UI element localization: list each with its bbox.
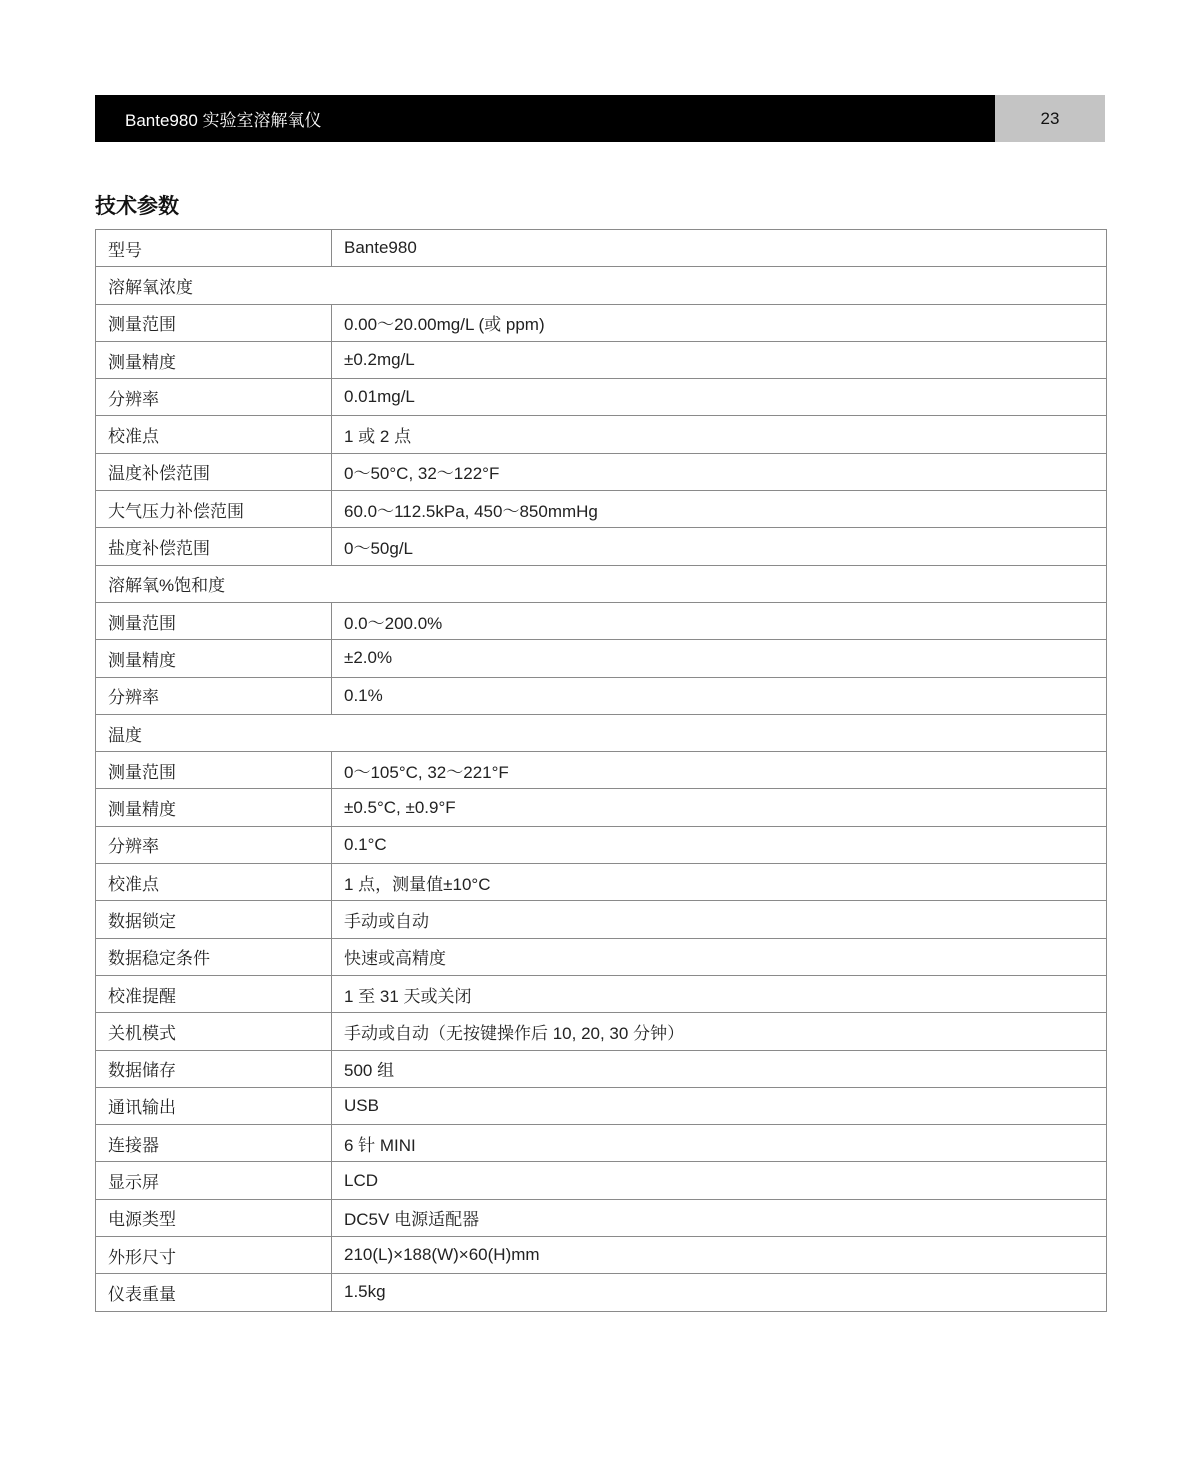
spec-label: 温度补偿范围	[96, 453, 332, 490]
page-number-box	[995, 95, 1105, 142]
spec-row	[96, 752, 1107, 789]
spec-label: 校准点	[96, 416, 332, 453]
spec-row	[96, 826, 1107, 863]
spec-label: 校准点	[96, 864, 332, 901]
spec-value: 0～105°C, 32～221°F	[332, 752, 1107, 789]
spec-label: 盐度补偿范围	[96, 528, 332, 565]
spec-label: 测量范围	[96, 752, 332, 789]
spec-value: 快速或高精度	[332, 938, 1107, 975]
spec-row	[96, 230, 1107, 267]
spec-value: 1 点，测量值±10°C	[332, 864, 1107, 901]
spec-label: 测量精度	[96, 341, 332, 378]
spec-table-body	[96, 230, 1107, 1312]
spec-label: 显示屏	[96, 1162, 332, 1199]
spec-label: 通讯输出	[96, 1087, 332, 1124]
spec-row	[96, 379, 1107, 416]
spec-label: 大气压力补偿范围	[96, 491, 332, 528]
spec-value: ±0.2mg/L	[332, 341, 1107, 378]
spec-label: 数据稳定条件	[96, 938, 332, 975]
spec-value: 60.0～112.5kPa, 450～850mmHg	[332, 491, 1107, 528]
spec-value: 0.00～20.00mg/L (或 ppm)	[332, 304, 1107, 341]
spec-row	[96, 864, 1107, 901]
spec-value: USB	[332, 1087, 1107, 1124]
spec-row	[96, 1013, 1107, 1050]
spec-row	[96, 1162, 1107, 1199]
spec-group-label: 溶解氧浓度	[96, 267, 1107, 304]
spec-row	[96, 1274, 1107, 1311]
spec-row	[96, 1237, 1107, 1274]
spec-label: 仪表重量	[96, 1274, 332, 1311]
spec-label: 测量范围	[96, 304, 332, 341]
spec-label: 数据储存	[96, 1050, 332, 1087]
spec-label: 测量范围	[96, 602, 332, 639]
spec-row	[96, 341, 1107, 378]
spec-row	[96, 453, 1107, 490]
spec-value: 0.01mg/L	[332, 379, 1107, 416]
spec-value: 0～50g/L	[332, 528, 1107, 565]
section-title: 技术参数	[95, 195, 179, 218]
spec-value: 1.5kg	[332, 1274, 1107, 1311]
spec-label: 型号	[96, 230, 332, 267]
spec-group-row	[96, 714, 1107, 751]
spec-value: 210(L)×188(W)×60(H)mm	[332, 1237, 1107, 1274]
spec-label: 关机模式	[96, 1013, 332, 1050]
page-number: 23	[1040, 108, 1060, 128]
spec-row	[96, 677, 1107, 714]
spec-label: 外形尺寸	[96, 1237, 332, 1274]
spec-label: 分辨率	[96, 826, 332, 863]
spec-label: 数据锁定	[96, 901, 332, 938]
spec-group-label: 溶解氧%饱和度	[96, 565, 1107, 602]
spec-value: 0～50°C, 32～122°F	[332, 453, 1107, 490]
spec-row	[96, 975, 1107, 1012]
spec-value: 1 至 31 天或关闭	[332, 975, 1107, 1012]
spec-label: 分辨率	[96, 379, 332, 416]
spec-row	[96, 789, 1107, 826]
spec-label: 测量精度	[96, 789, 332, 826]
spec-row	[96, 1087, 1107, 1124]
spec-value: 手动或自动	[332, 901, 1107, 938]
spec-table	[95, 229, 1107, 1312]
document-title: Bante980 实验室溶解氧仪	[125, 111, 322, 130]
spec-value: 1 或 2 点	[332, 416, 1107, 453]
spec-row	[96, 640, 1107, 677]
spec-value: 0.1°C	[332, 826, 1107, 863]
spec-value: 6 针 MINI	[332, 1125, 1107, 1162]
spec-group-row	[96, 267, 1107, 304]
spec-row	[96, 1199, 1107, 1236]
spec-value: 0.0～200.0%	[332, 602, 1107, 639]
spec-group-label: 温度	[96, 714, 1107, 751]
page-header	[95, 95, 1105, 142]
spec-row	[96, 304, 1107, 341]
spec-value: ±0.5°C, ±0.9°F	[332, 789, 1107, 826]
spec-value: 0.1%	[332, 677, 1107, 714]
spec-row	[96, 1050, 1107, 1087]
spec-row	[96, 901, 1107, 938]
spec-row	[96, 602, 1107, 639]
spec-value: Bante980	[332, 230, 1107, 267]
spec-value: LCD	[332, 1162, 1107, 1199]
spec-group-row	[96, 565, 1107, 602]
spec-value: ±2.0%	[332, 640, 1107, 677]
spec-label: 连接器	[96, 1125, 332, 1162]
spec-row	[96, 491, 1107, 528]
spec-label: 测量精度	[96, 640, 332, 677]
header-title-bar	[95, 95, 995, 142]
spec-value: 500 组	[332, 1050, 1107, 1087]
spec-value: DC5V 电源适配器	[332, 1199, 1107, 1236]
spec-label: 分辨率	[96, 677, 332, 714]
spec-label: 电源类型	[96, 1199, 332, 1236]
spec-row	[96, 416, 1107, 453]
spec-row	[96, 938, 1107, 975]
spec-label: 校准提醒	[96, 975, 332, 1012]
spec-row	[96, 528, 1107, 565]
spec-value: 手动或自动（无按键操作后 10, 20, 30 分钟）	[332, 1013, 1107, 1050]
spec-row	[96, 1125, 1107, 1162]
